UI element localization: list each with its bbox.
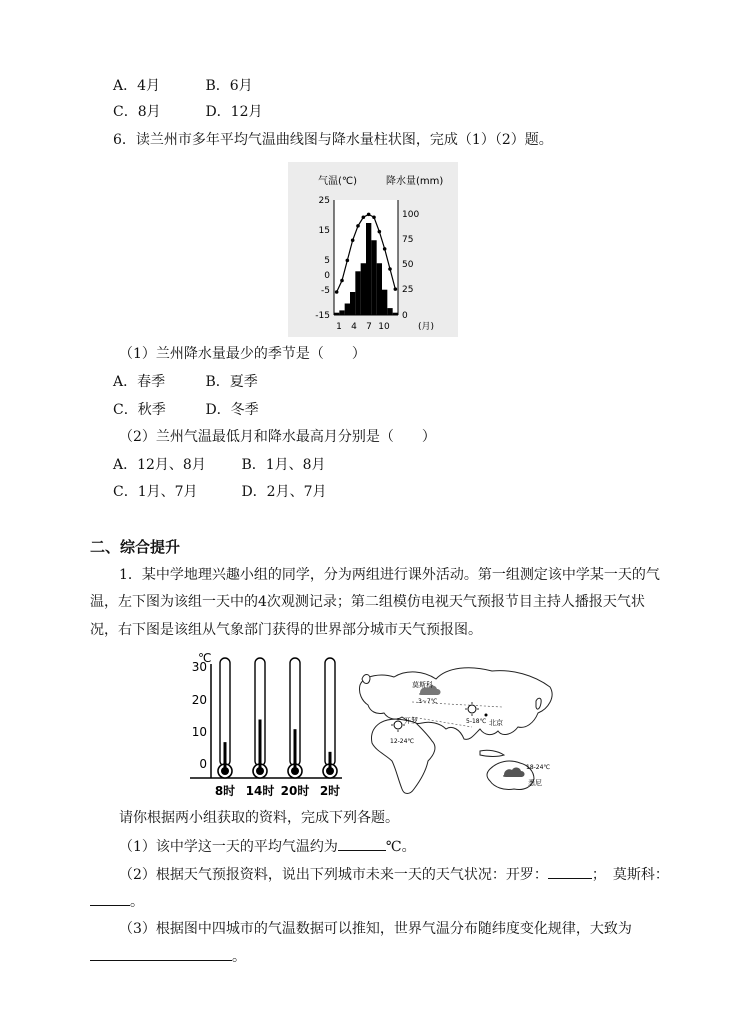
temperature-point: [372, 215, 376, 219]
indonesia-outline: [480, 750, 504, 756]
thermometer-figure: [190, 650, 350, 800]
mercury-column: [294, 729, 297, 768]
right-tick: 75: [402, 235, 414, 245]
chart-plot-area: [334, 200, 398, 315]
q6-sub1-options-row-2: [113, 400, 259, 420]
q1-sub2: [119, 864, 669, 885]
x-tick: 4: [351, 322, 357, 332]
q6-sub2-stem: （2）兰州气温最低月和降水最高月分别是（ ）: [119, 429, 436, 445]
precip-bar: [345, 304, 350, 316]
q5-options-row-1: [113, 76, 253, 96]
q6-sub2-options-row-1: [113, 455, 326, 475]
moscow-answer-blank[interactable]: [90, 891, 130, 906]
temperature-point: [367, 213, 371, 217]
q1-sub1: [119, 836, 416, 857]
q6-sub2-option-c[interactable]: C．1月、7月: [113, 484, 198, 500]
precip-bar: [382, 290, 387, 315]
q1-instruction: 请你根据两小组获取的资料，完成下列各题。: [119, 810, 399, 826]
q1-para-line-2: 温，左下图为该组一天中的4次观测记录；第二组模仿电视天气预报节目主持人播报天气状: [90, 594, 645, 610]
africa-outline: [371, 719, 434, 793]
right-tick: 0: [402, 311, 408, 321]
q1-sub1-unit: ℃。: [385, 839, 416, 855]
q1-para-line-3: 况，右下图是该组从气象部门获得的世界部分城市天气预报图。: [90, 622, 482, 638]
q6-sub2-option-d[interactable]: D．2月、7月: [241, 484, 327, 500]
x-tick: 10: [378, 322, 390, 332]
climate-chart: [288, 162, 458, 337]
temperature-point: [335, 290, 339, 294]
precip-bar: [371, 240, 376, 315]
temperature-point: [362, 215, 366, 219]
q1-sub1-answer-blank[interactable]: [338, 836, 386, 851]
thermo-time-labels: [215, 783, 340, 798]
q1-sub2-moscow-text: ； 莫斯科：: [591, 867, 669, 883]
q1-sub3-end: 。: [232, 949, 246, 965]
right-tick: 50: [402, 260, 414, 270]
q1-sub2-cont: [90, 891, 144, 912]
precip-bar: [366, 223, 371, 315]
temperature-point: [356, 224, 360, 228]
section-title: 二、综合提升: [90, 538, 181, 556]
left-tick: 5: [324, 256, 330, 266]
temperature-point: [346, 259, 350, 263]
q5-option-a[interactable]: A．4月: [113, 78, 161, 94]
moscow-label: 莫斯科: [412, 681, 433, 689]
left-tick: -5: [321, 286, 330, 296]
right-axis-label: 降水量(mm): [386, 176, 444, 187]
q6-sub1-stem: （1）兰州降水量最少的季节是（ ）: [119, 346, 366, 362]
thermometers: [218, 658, 337, 778]
mercury-column: [224, 742, 227, 768]
x-tick: 1: [336, 322, 342, 332]
x-tick: 7: [366, 322, 372, 332]
q1-sub2-text: （2）根据天气预报资料，说出下列城市未来一天的天气状况：开罗：: [119, 867, 548, 883]
thermometer-bulb-fill: [221, 767, 229, 775]
x-unit: (月): [418, 322, 435, 332]
left-tick: 0: [324, 271, 330, 281]
q1-para-line-1: 1．某中学地理兴趣小组的同学，分为两组进行课外活动。第一组测定该中学某一天的气: [119, 567, 660, 583]
thermo-time-label: 2时: [319, 784, 341, 798]
q5-options-row-2: [113, 102, 263, 122]
left-tick: 25: [318, 196, 330, 206]
q5-option-d[interactable]: D．12月: [205, 104, 263, 120]
mercury-column: [259, 720, 262, 769]
precip-bar: [355, 271, 360, 315]
q1-sub2-end: 。: [130, 894, 144, 910]
q1-sub3-cont: [90, 946, 246, 967]
precip-bar: [361, 263, 366, 315]
thermo-tick: 10: [191, 725, 207, 739]
q6-stem: 6．读兰州市多年平均气温曲线图与降水量柱状图，完成（1）（2）题。: [113, 132, 553, 148]
left-tick: -15: [315, 311, 330, 321]
q6-sub1-option-d[interactable]: D．冬季: [205, 402, 259, 418]
precip-bar: [387, 308, 392, 315]
thermometer-bulb-fill: [256, 767, 264, 775]
q6-sub2-options-row-2: [113, 482, 327, 502]
thermometer-tube: [325, 658, 335, 766]
q1-sub1-text: （1）该中学这一天的平均气温约为: [119, 839, 338, 855]
cairo-label: 开罗: [404, 717, 418, 725]
q5-option-b[interactable]: B．6月: [205, 78, 253, 94]
cairo-temp: 12-24℃: [390, 738, 415, 745]
left-axis-label: 气温(℃): [318, 176, 358, 187]
weather-map: [352, 657, 562, 802]
q5-option-c[interactable]: C．8月: [113, 104, 161, 120]
right-tick: 100: [402, 210, 420, 220]
q6-sub1-option-a[interactable]: A．春季: [113, 374, 166, 390]
thermo-time-label: 14时: [245, 784, 275, 798]
thermo-unit: ℃: [198, 651, 212, 665]
q6-sub1-options-row-1: [113, 372, 258, 392]
thermo-tick: 0: [199, 757, 207, 771]
sun-icon: [394, 721, 402, 729]
thermo-time-label: 20时: [280, 784, 310, 798]
q1-sub3: （3）根据图中四城市的气温数据可以推知，世界气温分布随纬度变化规律，大致为: [119, 921, 632, 937]
thermo-time-label: 8时: [214, 784, 236, 798]
temperature-point: [388, 267, 392, 271]
temperature-point: [383, 247, 387, 251]
mercury-column: [329, 752, 332, 768]
temperature-point: [340, 279, 344, 283]
britain-outline: [362, 675, 370, 684]
beijing-label: 北京: [489, 719, 503, 727]
precip-bar: [339, 310, 344, 315]
thermometer-bulb-fill: [291, 767, 299, 775]
temperature-point: [394, 287, 398, 291]
cairo-answer-blank[interactable]: [548, 864, 592, 879]
thermo-tick: 30: [191, 660, 207, 674]
city-dot: [485, 714, 488, 717]
temperature-point: [351, 238, 355, 242]
precip-bar: [350, 292, 355, 315]
moscow-temp: 3~7℃: [418, 698, 438, 705]
right-tick: 25: [402, 285, 414, 295]
thermo-scale-labels: [192, 660, 207, 771]
left-tick: 15: [318, 226, 330, 236]
q6-sub2-option-a[interactable]: A．12月、8月: [113, 457, 206, 473]
sydney-label: 悉尼: [528, 779, 542, 787]
thermo-tick: 20: [191, 693, 207, 707]
thermometer-bulb-fill: [326, 767, 334, 775]
q1-sub3-answer-blank[interactable]: [90, 946, 232, 961]
q6-sub1-option-c[interactable]: C．秋季: [113, 402, 166, 418]
sun-icon: [468, 705, 476, 713]
temperature-point: [378, 230, 382, 234]
q6-sub2-option-b[interactable]: B．1月、8月: [241, 457, 326, 473]
q6-sub1-option-b[interactable]: B．夏季: [205, 374, 258, 390]
precip-bar: [377, 263, 382, 315]
beijing-temp: 5-18℃: [466, 718, 487, 725]
sydney-temp: 18-24℃: [526, 764, 551, 771]
